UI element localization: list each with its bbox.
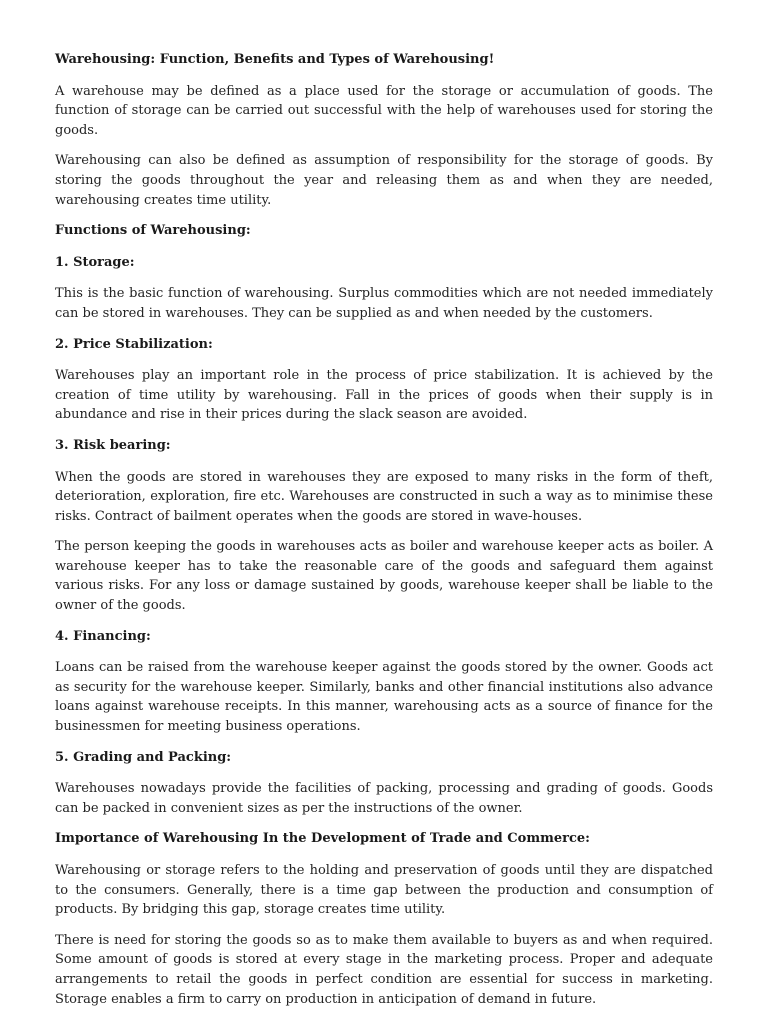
document-page xyxy=(55,50,713,1020)
importance-heading: Importance of Warehousing In the Development of Trade and Commerce: xyxy=(55,831,590,847)
section-paragraph: Warehouses nowadays provide the facilities of packing, processing and grading of goods. Goods can be packed in convenient sizes as per the instructions of the owner. xyxy=(55,781,713,816)
section-heading-grading-packing: 5. Grading and Packing: xyxy=(55,749,232,765)
section-paragraph: Loans can be raised from the warehouse keeper against the goods stored by the owner. Goods act as security for the warehouse keeper. Similarly, banks and other financial institutions also advance loans against warehouse receipts. In this manner, warehousing acts as a source of finance for the businessmen for meeting business operations. xyxy=(55,660,713,735)
functions-heading: Functions of Warehousing: xyxy=(55,223,251,239)
section-heading-financing: 4. Financing: xyxy=(55,628,151,644)
importance-paragraph: There is need for storing the goods so as to make them available to buyers as and when required. Some amount of goods is stored at every stage in the marketing process. Proper and adequate arrangements to retail the goods in perfect condition are essential for success in marketing. Storage enables a firm to carry on production in anticipation of demand in future. xyxy=(55,932,713,1007)
intro-paragraph: Warehousing can also be defined as assumption of responsibility for the storage of goods. By storing the goods throughout the year and releasing them as and when they are needed, warehousing creates time utility. xyxy=(55,153,713,208)
intro-paragraph: A warehouse may be defined as a place used for the storage or accumulation of goods. The function of storage can be carried out successful with the help of warehouses used for storing the goods. xyxy=(55,83,713,138)
section-paragraph: The person keeping the goods in warehouses acts as boiler and warehouse keeper acts as boiler. A warehouse keeper has to take the reasonable care of the goods and safeguard them against various risks. For any loss or damage sustained by goods, warehouse keeper shall be liable to the owner of the goods. xyxy=(55,539,713,614)
document-title: Warehousing: Function, Benefits and Types of Warehousing! xyxy=(55,52,495,67)
section-paragraph: Warehouses play an important role in the process of price stabilization. It is achieved by the creation of time utility by warehousing. Fall in the prices of goods when their supply is in abundance and rise in their prices during the slack season are avoided. xyxy=(55,368,713,423)
section-paragraph: This is the basic function of warehousing. Surplus commodities which are not needed immediately can be stored in warehouses. They can be supplied as and when needed by the customers. xyxy=(55,286,713,321)
section-heading-risk-bearing: 3. Risk bearing: xyxy=(55,437,171,453)
section-paragraph: When the goods are stored in warehouses they are exposed to many risks in the form of theft, deterioration, exploration, fire etc. Warehouses are constructed in such a way as to minimise these risks. Contract of bailment operates when the goods are stored in wave-houses. xyxy=(55,469,713,524)
section-heading-storage: 1. Storage: xyxy=(55,254,135,270)
section-heading-price-stabilization: 2. Price Stabilization: xyxy=(55,336,213,352)
importance-paragraph: Warehousing or storage refers to the holding and preservation of goods until they are dispatched to the consumers. Generally, there is a time gap between the production and consumption of products. By bridging this gap, storage creates time utility. xyxy=(55,863,713,918)
